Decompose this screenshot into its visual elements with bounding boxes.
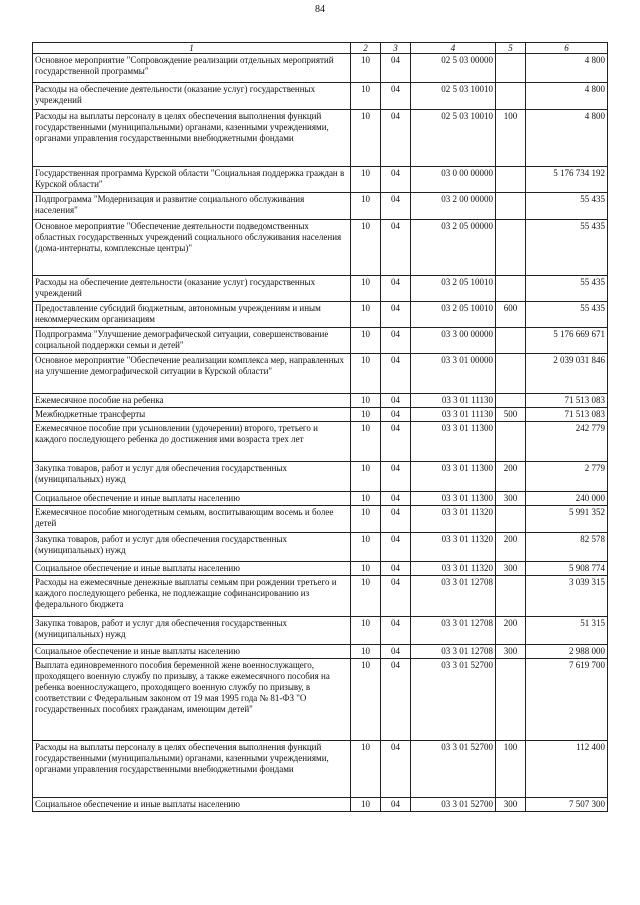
cell-expense-type bbox=[496, 576, 526, 617]
cell-target-article: 03 3 01 11130 bbox=[411, 408, 496, 422]
table-row bbox=[33, 394, 608, 408]
cell-amount: 5 176 734 192 bbox=[526, 167, 608, 193]
cell-section: 10 bbox=[351, 83, 381, 110]
cell-target-article: 02 5 03 10010 bbox=[411, 110, 496, 167]
cell-subsection: 04 bbox=[381, 193, 411, 220]
cell-subsection: 04 bbox=[381, 83, 411, 110]
table-row bbox=[33, 462, 608, 492]
table-row bbox=[33, 54, 608, 83]
cell-amount: 71 513 083 bbox=[526, 394, 608, 408]
cell-section: 10 bbox=[351, 110, 381, 167]
cell-section: 10 bbox=[351, 506, 381, 533]
cell-section: 10 bbox=[351, 167, 381, 193]
cell-section: 10 bbox=[351, 276, 381, 302]
table-row bbox=[33, 276, 608, 302]
cell-expense-type bbox=[496, 167, 526, 193]
cell-subsection: 04 bbox=[381, 54, 411, 83]
cell-subsection: 04 bbox=[381, 408, 411, 422]
cell-amount: 7 507 300 bbox=[526, 798, 608, 812]
cell-expense-type: 300 bbox=[496, 492, 526, 506]
table-header bbox=[33, 43, 608, 54]
cell-subsection: 04 bbox=[381, 659, 411, 741]
cell-amount: 240 000 bbox=[526, 492, 608, 506]
table-row bbox=[33, 422, 608, 462]
cell-amount: 4 800 bbox=[526, 110, 608, 167]
cell-section: 10 bbox=[351, 617, 381, 645]
cell-subsection: 04 bbox=[381, 167, 411, 193]
cell-subsection: 04 bbox=[381, 276, 411, 302]
cell-target-article: 03 2 05 10010 bbox=[411, 276, 496, 302]
cell-amount: 4 800 bbox=[526, 83, 608, 110]
table-row bbox=[33, 617, 608, 645]
cell-expense-type: 500 bbox=[496, 408, 526, 422]
column-header-5: 5 bbox=[496, 43, 526, 54]
cell-expense-type bbox=[496, 276, 526, 302]
table-row bbox=[33, 408, 608, 422]
cell-amount: 7 619 700 bbox=[526, 659, 608, 741]
cell-amount: 55 435 bbox=[526, 302, 608, 328]
cell-subsection: 04 bbox=[381, 533, 411, 562]
cell-section: 10 bbox=[351, 576, 381, 617]
cell-name: Закупка товаров, работ и услуг для обеспечения государственных (муниципальных) нужд bbox=[33, 462, 351, 492]
cell-name: Закупка товаров, работ и услуг для обеспечения государственных (муниципальных) нужд bbox=[33, 533, 351, 562]
cell-subsection: 04 bbox=[381, 328, 411, 354]
cell-name: Основное мероприятие "Обеспечение деятельности подведомственных областных государственных учреждений социального обслуживания населения (дома-интернаты, комплексные центры)" bbox=[33, 220, 351, 276]
cell-section: 10 bbox=[351, 645, 381, 659]
cell-section: 10 bbox=[351, 394, 381, 408]
cell-expense-type bbox=[496, 328, 526, 354]
cell-expense-type: 300 bbox=[496, 562, 526, 576]
cell-subsection: 04 bbox=[381, 741, 411, 798]
table-row bbox=[33, 220, 608, 276]
cell-target-article: 03 3 01 11320 bbox=[411, 562, 496, 576]
cell-name: Подпрограмма "Модернизация и развитие социального обслуживания населения" bbox=[33, 193, 351, 220]
cell-name: Подпрограмма "Улучшение демографической ситуации, совершенствование социальной поддержки семьи и детей" bbox=[33, 328, 351, 354]
cell-target-article: 02 5 03 00000 bbox=[411, 54, 496, 83]
cell-subsection: 04 bbox=[381, 645, 411, 659]
table-row bbox=[33, 167, 608, 193]
cell-name: Основное мероприятие "Сопровождение реализации отдельных мероприятий государственной программы" bbox=[33, 54, 351, 83]
cell-expense-type: 200 bbox=[496, 462, 526, 492]
table-body bbox=[33, 54, 608, 812]
column-header-1: 1 bbox=[33, 43, 351, 54]
cell-amount: 55 435 bbox=[526, 276, 608, 302]
cell-name: Предоставление субсидий бюджетным, автономным учреждениям и иным некоммерческим организациям bbox=[33, 302, 351, 328]
cell-target-article: 03 2 00 00000 bbox=[411, 193, 496, 220]
cell-amount: 51 315 bbox=[526, 617, 608, 645]
cell-name: Ежемесячное пособие на ребенка bbox=[33, 394, 351, 408]
cell-section: 10 bbox=[351, 302, 381, 328]
cell-target-article: 03 2 05 10010 bbox=[411, 302, 496, 328]
table-row bbox=[33, 645, 608, 659]
cell-section: 10 bbox=[351, 328, 381, 354]
cell-name: Основное мероприятие "Обеспечение реализации комплекса мер, направленных на улучшение демографической ситуации в Курской области" bbox=[33, 354, 351, 394]
cell-section: 10 bbox=[351, 422, 381, 462]
cell-section: 10 bbox=[351, 562, 381, 576]
cell-expense-type bbox=[496, 354, 526, 394]
cell-expense-type: 200 bbox=[496, 617, 526, 645]
cell-amount: 55 435 bbox=[526, 193, 608, 220]
cell-amount: 5 908 774 bbox=[526, 562, 608, 576]
cell-target-article: 03 3 01 11320 bbox=[411, 533, 496, 562]
cell-expense-type bbox=[496, 54, 526, 83]
cell-expense-type bbox=[496, 220, 526, 276]
cell-name: Социальное обеспечение и иные выплаты населению bbox=[33, 645, 351, 659]
table-row bbox=[33, 562, 608, 576]
cell-subsection: 04 bbox=[381, 492, 411, 506]
cell-subsection: 04 bbox=[381, 110, 411, 167]
cell-name: Выплата единовременного пособия беременной жене военнослужащего, проходящего военную службу по призыву, а также ежемесячного пособия на ребенка военнослужащего, проходящего военную службу по призыву, в соответствии с Федеральным законом от 19 мая 1995 года № 81-ФЗ "О государственных пособиях гражданам, имеющим детей" bbox=[33, 659, 351, 741]
table-row bbox=[33, 741, 608, 798]
cell-expense-type: 600 bbox=[496, 302, 526, 328]
cell-section: 10 bbox=[351, 492, 381, 506]
cell-section: 10 bbox=[351, 54, 381, 83]
cell-subsection: 04 bbox=[381, 220, 411, 276]
table-row bbox=[33, 659, 608, 741]
cell-name: Расходы на ежемесячные денежные выплаты семьям при рождении третьего и каждого последующего ребенка, не подлежащие софинансированию из федерального бюджета bbox=[33, 576, 351, 617]
table-row bbox=[33, 110, 608, 167]
cell-subsection: 04 bbox=[381, 354, 411, 394]
column-header-2: 2 bbox=[351, 43, 381, 54]
column-header-6: 6 bbox=[526, 43, 608, 54]
table-row bbox=[33, 506, 608, 533]
cell-section: 10 bbox=[351, 220, 381, 276]
table-row bbox=[33, 354, 608, 394]
cell-amount: 112 400 bbox=[526, 741, 608, 798]
cell-subsection: 04 bbox=[381, 506, 411, 533]
table-row bbox=[33, 302, 608, 328]
column-header-4: 4 bbox=[411, 43, 496, 54]
cell-target-article: 03 3 01 52700 bbox=[411, 741, 496, 798]
cell-section: 10 bbox=[351, 354, 381, 394]
cell-target-article: 03 3 01 00000 bbox=[411, 354, 496, 394]
cell-expense-type bbox=[496, 193, 526, 220]
cell-name: Закупка товаров, работ и услуг для обеспечения государственных (муниципальных) нужд bbox=[33, 617, 351, 645]
cell-name: Межбюджетные трансферты bbox=[33, 408, 351, 422]
cell-amount: 2 779 bbox=[526, 462, 608, 492]
cell-subsection: 04 bbox=[381, 422, 411, 462]
cell-target-article: 03 3 01 11300 bbox=[411, 462, 496, 492]
cell-expense-type: 100 bbox=[496, 110, 526, 167]
budget-table bbox=[32, 42, 608, 812]
cell-section: 10 bbox=[351, 533, 381, 562]
cell-amount: 5 991 352 bbox=[526, 506, 608, 533]
cell-expense-type bbox=[496, 394, 526, 408]
cell-name: Социальное обеспечение и иные выплаты населению bbox=[33, 798, 351, 812]
header-row bbox=[33, 43, 608, 54]
table-row bbox=[33, 492, 608, 506]
cell-expense-type: 200 bbox=[496, 533, 526, 562]
cell-target-article: 03 3 00 00000 bbox=[411, 328, 496, 354]
cell-expense-type bbox=[496, 506, 526, 533]
cell-section: 10 bbox=[351, 462, 381, 492]
cell-name: Социальное обеспечение и иные выплаты населению bbox=[33, 562, 351, 576]
cell-name: Государственная программа Курской области "Социальная поддержка граждан в Курской области" bbox=[33, 167, 351, 193]
cell-target-article: 03 3 01 11300 bbox=[411, 492, 496, 506]
cell-name: Ежемесячное пособие многодетным семьям, воспитывающим восемь и более детей bbox=[33, 506, 351, 533]
cell-section: 10 bbox=[351, 798, 381, 812]
cell-subsection: 04 bbox=[381, 617, 411, 645]
cell-amount: 2 988 000 bbox=[526, 645, 608, 659]
cell-subsection: 04 bbox=[381, 394, 411, 408]
table-row bbox=[33, 328, 608, 354]
cell-amount: 3 039 315 bbox=[526, 576, 608, 617]
cell-amount: 5 176 669 671 bbox=[526, 328, 608, 354]
cell-name: Расходы на выплаты персоналу в целях обеспечения выполнения функций государственными (муниципальными) органами, казенными учреждениями, органами управления государственными внебюджетными фондами bbox=[33, 110, 351, 167]
cell-name: Расходы на обеспечение деятельности (оказание услуг) государственных учреждений bbox=[33, 276, 351, 302]
cell-section: 10 bbox=[351, 659, 381, 741]
cell-name: Социальное обеспечение и иные выплаты населению bbox=[33, 492, 351, 506]
cell-subsection: 04 bbox=[381, 302, 411, 328]
cell-amount: 4 800 bbox=[526, 54, 608, 83]
cell-target-article: 03 2 05 00000 bbox=[411, 220, 496, 276]
cell-section: 10 bbox=[351, 408, 381, 422]
cell-amount: 71 513 083 bbox=[526, 408, 608, 422]
table-row bbox=[33, 193, 608, 220]
cell-name: Расходы на обеспечение деятельности (оказание услуг) государственных учреждений bbox=[33, 83, 351, 110]
cell-amount: 82 578 bbox=[526, 533, 608, 562]
cell-expense-type bbox=[496, 422, 526, 462]
cell-name: Ежемесячное пособие при усыновлении (удочерении) второго, третьего и каждого последующего ребенка до достижения ими возраста трех лет bbox=[33, 422, 351, 462]
cell-amount: 242 779 bbox=[526, 422, 608, 462]
cell-section: 10 bbox=[351, 741, 381, 798]
cell-expense-type: 300 bbox=[496, 798, 526, 812]
cell-subsection: 04 bbox=[381, 576, 411, 617]
column-header-3: 3 bbox=[381, 43, 411, 54]
cell-subsection: 04 bbox=[381, 562, 411, 576]
cell-amount: 2 039 031 846 bbox=[526, 354, 608, 394]
cell-target-article: 03 3 01 11320 bbox=[411, 506, 496, 533]
cell-target-article: 03 3 01 12708 bbox=[411, 645, 496, 659]
cell-target-article: 03 3 01 52700 bbox=[411, 659, 496, 741]
page-number: 84 bbox=[315, 4, 325, 15]
cell-subsection: 04 bbox=[381, 462, 411, 492]
cell-expense-type bbox=[496, 83, 526, 110]
cell-target-article: 03 3 01 12708 bbox=[411, 576, 496, 617]
cell-expense-type bbox=[496, 659, 526, 741]
cell-target-article: 02 5 03 10010 bbox=[411, 83, 496, 110]
cell-target-article: 03 3 01 11300 bbox=[411, 422, 496, 462]
table-row bbox=[33, 576, 608, 617]
cell-target-article: 03 0 00 00000 bbox=[411, 167, 496, 193]
table-row bbox=[33, 83, 608, 110]
cell-expense-type: 300 bbox=[496, 645, 526, 659]
cell-target-article: 03 3 01 12708 bbox=[411, 617, 496, 645]
table-row bbox=[33, 798, 608, 812]
cell-expense-type: 100 bbox=[496, 741, 526, 798]
cell-name: Расходы на выплаты персоналу в целях обеспечения выполнения функций государственными (муниципальными) органами, казенными учреждениями, органами управления государственными внебюджетными фондами bbox=[33, 741, 351, 798]
cell-target-article: 03 3 01 52700 bbox=[411, 798, 496, 812]
cell-target-article: 03 3 01 11130 bbox=[411, 394, 496, 408]
cell-amount: 55 435 bbox=[526, 220, 608, 276]
cell-section: 10 bbox=[351, 193, 381, 220]
table-row bbox=[33, 533, 608, 562]
cell-subsection: 04 bbox=[381, 798, 411, 812]
